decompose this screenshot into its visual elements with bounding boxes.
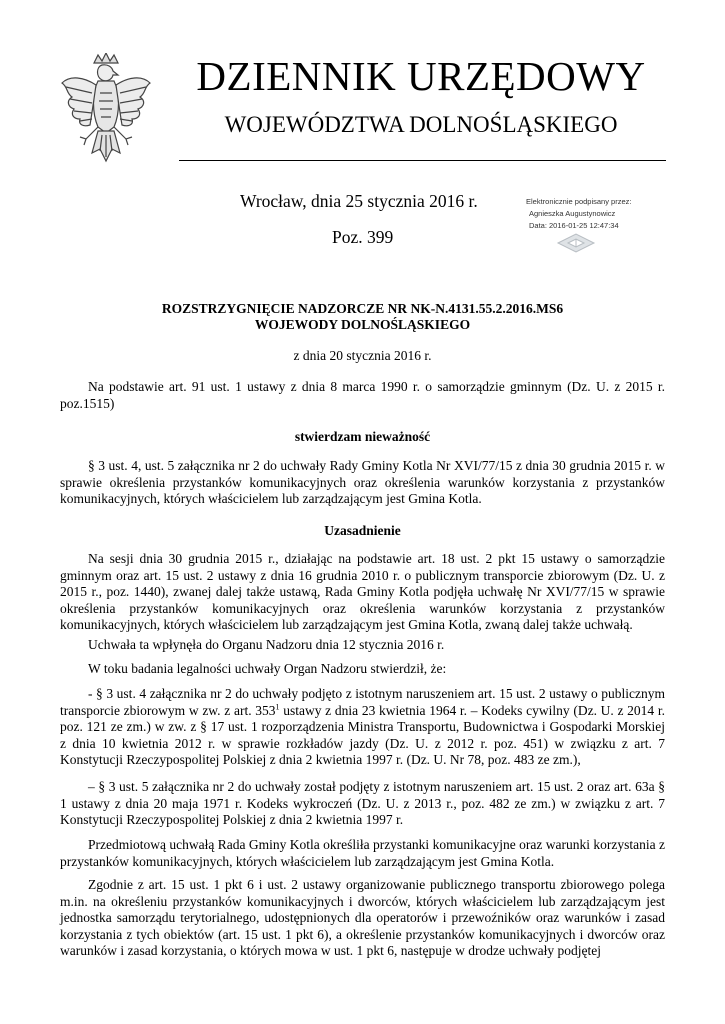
issue-place-date: Wrocław, dnia 25 stycznia 2016 r. bbox=[240, 191, 478, 211]
justification-paragraph-6: Przedmiotową uchwałą Rada Gminy Kotla określiła przystanki komunikacyjne oraz warunki korzystania z przystanków komunikacyjnych, których właścicielem lub zarządzającym jest Gmina Kotla. bbox=[60, 837, 665, 869]
signature-date: Data: 2016-01-25 12:47:34 bbox=[529, 221, 619, 230]
signature-signer: Agnieszka Augustynowicz bbox=[529, 209, 616, 218]
justification-paragraph-7: Zgodnie z art. 15 ust. 1 pkt 6 i ust. 2 ustawy organizowanie publicznego transportu zbiorowego polega m.in. na określeniu przystanków komunikacyjnych i dworców, których właścicielem lub zarządzającym jest jednostka samorządu terytorialnego, udostępnionych dla operatorów i przewoźników oraz warunków i zasad korzystania z tych obiektów (art. 15 ust. 1 pkt 6), a określenie przystanków komunikacyjnych i dworców oraz warunków i zasad korzystania, o których mowa w ust. 1 pkt 6, następuje w drodze uchwały podjętej bbox=[60, 877, 665, 958]
journal-subtitle: WOJEWÓDZTWA DOLNOŚLĄSKIEGO bbox=[224, 112, 618, 137]
justification-paragraph-4 bbox=[60, 686, 665, 769]
journal-title: DZIENNIK URZĘDOWY bbox=[196, 53, 646, 99]
decision-text: § 3 ust. 4, ust. 5 załącznika nr 2 do uchwały Rady Gminy Kotla Nr XVI/77/15 z dnia 30 grudnia 2015 r. w sprawie określenia przystanków komunikacyjnych oraz określenia warunków korzystania z przystanków komunikacyjnych, których właścicielem lub zarządzającym jest Gmina Kotla. bbox=[60, 458, 665, 506]
masthead-divider bbox=[179, 160, 666, 161]
document-date: z dnia 20 stycznia 2016 r. bbox=[293, 348, 432, 363]
justification-paragraph-2: Uchwała ta wpłynęła do Organu Nadzoru dnia 12 stycznia 2016 r. bbox=[88, 637, 445, 652]
justification-paragraph-5: – § 3 ust. 5 załącznika nr 2 do uchwały został podjęty z istotnym naruszeniem art. 15 ust. 2 oraz art. 63a § 1 ustawy z dnia 20 maja 1971 r. Kodeks wykroczeń (Dz. U. z 2013 r., poz. 482 ze zm.) w związku z art. 7 Konstytucji Rzeczypospolitej Polskiej z dnia 2 kwietnia 1997 r. bbox=[60, 779, 665, 827]
electronic-signature bbox=[526, 196, 666, 256]
paragraph-4-superscript: 1 bbox=[275, 702, 280, 711]
justification-paragraph-1: Na sesji dnia 30 grudnia 2015 r., działając na podstawie art. 18 ust. 2 pkt 15 ustawy o samorządzie gminnym oraz art. 15 ust. 2 ustawy z dnia 16 grudnia 2010 r. o publicznym transporcie zbiorowym (Dz. U. z 2015 r., poz. 1440), zwanej dalej także ustawą, Rada Gminy Kotla podjęła uchwałę Nr XVI/77/15 w sprawie określenia przystanków komunikacyjnych oraz określenia warunków korzystania z przystanków komunikacyjnych, których właścicielem lub zarządzającym jest Gmina Kotla, zwaną dalej także uchwałą. bbox=[60, 551, 665, 632]
legal-basis: Na podstawie art. 91 ust. 1 ustawy z dnia 8 marca 1990 r. o samorządzie gminnym (Dz. U. z 2015 r. poz.1515) bbox=[60, 379, 665, 411]
justification-heading: Uzasadnienie bbox=[324, 523, 401, 538]
issue-position: Poz. 399 bbox=[332, 227, 394, 247]
justification-paragraph-3: W toku badania legalności uchwały Organ Nadzoru stwierdził, że: bbox=[88, 661, 447, 676]
masthead bbox=[172, 54, 670, 138]
document-title-line2: WOJEWODY DOLNOŚLĄSKIEGO bbox=[254, 317, 471, 332]
paragraph-4-part-b: ustawy z dnia 23 kwietnia 1964 r. – Kodeks cywilny (Dz. U. z 2014 r. poz. 121 ze zm.) w zw. z § 17 ust. 1 rozporządzenia Ministra Transportu, Budownictwa i Gospodarki Morskiej z dnia 10 kwietnia 2012 r. w sprawie rozkładów jazdy (Dz. U. z 2012 r. poz. 451) w związku z art. 7 Konstytucji Rzeczypospolitej Polskiej z dnia 2 kwietnia 1997 r. (Dz. U. Nr 78, poz. 483 ze zm.), bbox=[60, 702, 665, 767]
document-title bbox=[60, 301, 665, 333]
paragraph-4-part-a: - § 3 ust. 4 załącznika nr 2 do uchwały podjęto z istotnym naruszeniem art. 15 ust. 2 ustawy o publicznym transporcie zbiorowym w zw. z art. 353 bbox=[60, 686, 665, 718]
decision-heading: stwierdzam nieważność bbox=[294, 429, 431, 444]
document-title-line1: ROZSTRZYGNIĘCIE NADZORCZE NR NK-N.4131.55.2.2016.MS6 bbox=[161, 301, 564, 316]
signature-label: Elektronicznie podpisany przez: bbox=[526, 197, 632, 206]
e-signature-icon bbox=[554, 232, 598, 254]
polish-eagle-emblem-icon bbox=[58, 53, 154, 167]
